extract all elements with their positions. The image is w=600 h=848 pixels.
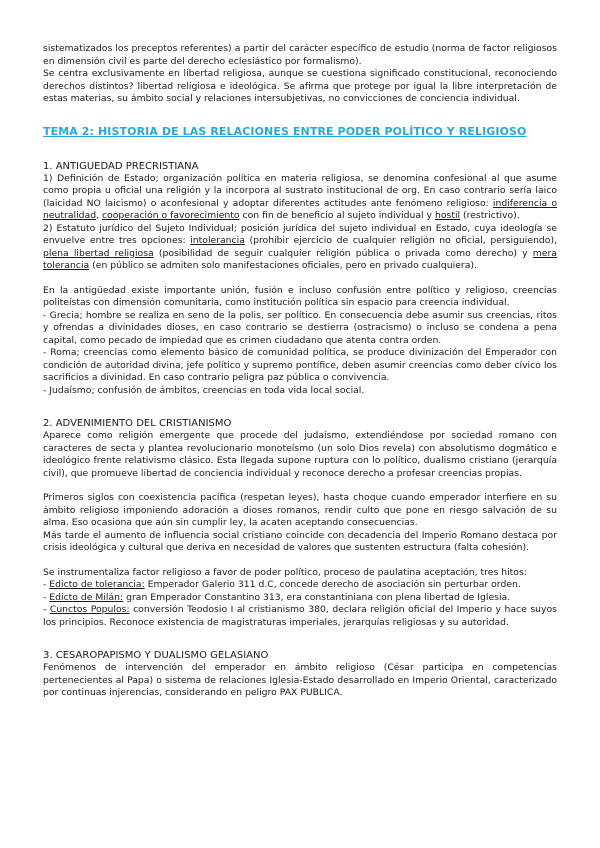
paragraph-estatuto: 2) Estatuto jurídico del Sujeto Individual; posición jurídica del sujeto individual en Estado, cuya ideología se envuelve entre tres opciones: intolerancia (prohibir ejercicio de cualquier religión no oficial, persiguiendo), plena libertad religiosa (posibilidad de seguir cualquier religión pública o privada como derecho) y mera tolerancia (en público se admiten solo manifestaciones oficiales, pero en privado cualquiera). (43, 222, 558, 271)
hito-cunctos: - Cunctos Populos: conversión Teodosio I al cristianismo 380, declara religión oficial del Imperio y hace suyos los principios. Reconoce existencia de magistraturas imperiales, jerarquías religiosas y su autoridad. (43, 604, 557, 628)
paragraph-cristianismo-1: Aparece como religión emergente que procede del judaísmo, extendiéndose por sociedad romano con caracteres de secta y plantea revolucionario monoteísmo (un solo Dios revela) con absolutismo dogmático e ideológico frente relativismo clásico. Esta llegada supone ruptura con lo político, dualismo cristiano (jerarquía civil), que promueve libertad de conciencia individual y reconoce derecho a profesar creencias propias. (43, 430, 557, 479)
term-edicto-milan: Edicto de Milán: (49, 591, 124, 603)
paragraph-hitos: Se instrumentaliza factor religioso a favor de poder político, proceso de paulatina aceptación, tres hitos: (43, 566, 527, 578)
heading-cesaropapismo: 3. CESAROPAPISMO Y DUALISMO GELASIANO (43, 650, 269, 661)
heading-antiguedad: 1. ANTIGUEDAD PRECRISTIANA (43, 160, 199, 172)
section-title: TEMA 2: HISTORIA DE LAS RELACIONES ENTRE PODER POLÍTICO Y RELIGIOSO (43, 124, 527, 138)
paragraph-antiguedad: En la antigüedad existe importante unión, fusión e incluso confusión entre político y religioso, creencias politeístas con dimensión comunitaria, como institución política sin espacio para creencia individual. (43, 284, 557, 308)
term-cooperacion: cooperación o favorecimiento (101, 210, 240, 221)
term-intolerancia: intolerancia (190, 235, 245, 246)
paragraph-estado: 1) Definición de Estado; organización política en materia religiosa, se denomina confesional al que asume como propia u oficial una religión y la incorpora al sustrato institucional de org. En caso contrario sería laico (laicidad NO laicismo) o aconfesional y adoptar diferentes actitudes ante fenómeno religioso: indiferencia o neutralidad, cooperación o favorecimiento con fin de beneficio al sujeto individual y hostil (restrictivo). (43, 172, 557, 221)
hito-milan: - Edicto de Milán: gran Emperador Constantino 313, era constantiniana con plena libertad de Iglesia. (43, 591, 511, 603)
intro-paragraph-2: Se centra exclusivamente en libertad religiosa, aunque se cuestiona significado constitucional, reconociendo derechos distintos? libertad religiosa e ideológica. Se afirma que protege por igual la libre interpretación de estas materias, su ámbito social y relaciones intersubjetivas, no convicciones de conciencia individual. (43, 68, 557, 104)
bullet-judaismo: - Judaísmo; confusión de ámbitos, creencias en toda vida local social. (43, 384, 365, 396)
heading-cristianismo: 2. ADVENIMIENTO DEL CRISTIANISMO (43, 418, 232, 429)
term-indiferencia: indiferencia o neutralidad (43, 197, 557, 221)
paragraph-cesaropapismo: Fenómenos de intervención del emperador en ámbito religioso (César participa en competencias pertenecientes al Papa) o sistema de relaciones Iglesia-Estado desarrollado en Imperio Oriental, caracterizado por continuas injerencias, considerando en peligro PAX PUBLICA. (43, 662, 557, 698)
term-plena-libertad: plena libertad religiosa (43, 247, 154, 259)
bullet-roma: - Roma; creencias como elemento básico de comunidad política, se produce divinización del Emperador con condición de autoridad divina, jefe político y supremo pontífice, deben asumir creencias como deber cívico los sacrificios a divinidad. En caso contrario peligra paz pública o convivencia. (43, 347, 557, 383)
document-page (43, 43, 557, 700)
hito-tolerancia: - Edicto de tolerancia: Emperador Galerio 311 d.C, concede derecho de asociación sin perturbar orden. (43, 579, 521, 590)
term-hostil: hostil (434, 210, 461, 221)
bullet-grecia: - Grecia; hombre se realiza en seno de la polis, ser político. En consecuencia debe asumir sus creencias, ritos y ofrendas a divinidades dioses, en caso contrario se destierra (ostracismo) o incluso se condena a pena capital, como pecado de impiedad que es crimen ciudadano que atenta contra orden. (43, 309, 557, 346)
intro-paragraph-1: sistematizados los preceptos referentes) a partir del carácter específico de estudio (norma de factor religiosos en dimensión civil es parte del derecho eclesiástico por formalismo). (43, 43, 557, 67)
term-mera-tolerancia: mera tolerancia (43, 247, 557, 271)
paragraph-cristianismo-3: Más tarde el aumento de influencia social cristiano coincide con decadencia del Imperio Romano destaca por crisis ideológica y cultural que deriva en necesidad de valores que sustenten estructura (falta cohesión). (43, 529, 557, 553)
term-edicto-tolerancia: Edicto de tolerancia: (49, 579, 145, 590)
term-cunctos-populos: Cunctos Populos: (49, 604, 130, 615)
paragraph-cristianismo-2: Primeros siglos con coexistencia pacífica (respetan leyes), hasta choque cuando emperador interfiere en su ámbito religioso imponiendo adoración a dioses romanos, rendir culto que pone en riesgo salvación de su alma. Eso ocasiona que aún sin cumplir ley, la acaten aceptando consecuencias. (43, 492, 557, 528)
